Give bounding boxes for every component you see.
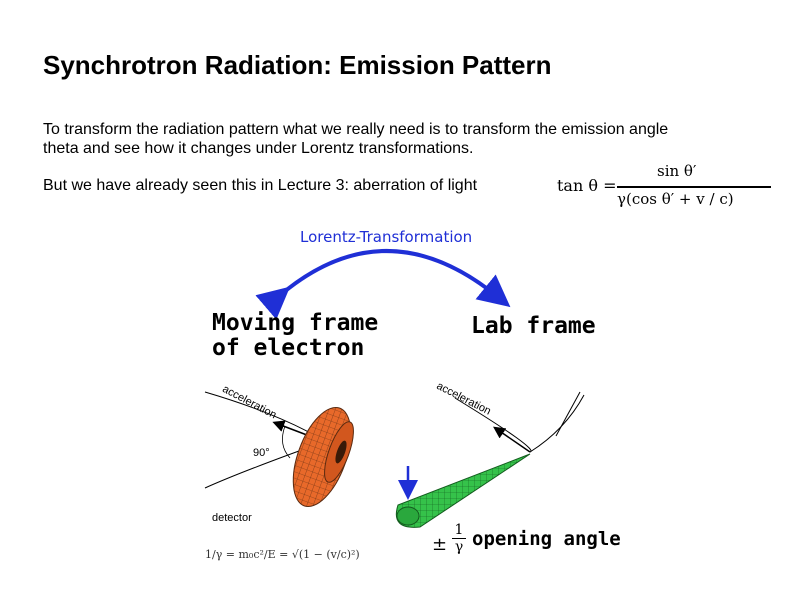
angle-label: 90°: [253, 447, 270, 459]
acceleration-label-right: acceleration: [434, 380, 493, 418]
lorentz-transformation-label: Lorentz-Transformation: [300, 228, 473, 246]
lab-frame-label: Lab frame: [471, 313, 596, 339]
lorentz-arc-arrow: [278, 251, 498, 297]
paragraph-1: To transform the radiation pattern what we really need is to transform the emission angle: [43, 121, 669, 138]
lab-frame-velocity-arrow: [498, 430, 530, 452]
slide-title: Synchrotron Radiation: Emission Pattern: [43, 50, 552, 80]
moving-frame-label-line1: Moving frame: [212, 310, 379, 336]
formula-lhs: tan θ =: [557, 176, 617, 195]
formula-denominator: γ(cos θ′ + v / c): [617, 190, 734, 208]
angle-arc: [282, 426, 290, 458]
paragraph-2: But we have already seen this in Lecture 3: aberration of light: [43, 177, 478, 194]
opening-angle-plus-minus: ±: [432, 534, 448, 555]
paragraph-1-continued: theta and see how it changes under Lorentz transformations.: [43, 140, 474, 157]
opening-angle-numerator: 1: [454, 522, 464, 538]
detector-label: detector: [212, 512, 252, 524]
opening-angle-denominator: γ: [452, 538, 466, 555]
gamma-formula: 1/γ = m₀c²/E = √(1 − (v/c)²): [205, 548, 360, 561]
acceleration-label-left: acceleration: [220, 383, 279, 422]
opening-angle-label: opening angle: [472, 528, 621, 550]
lab-frame-direction-line: [556, 392, 580, 436]
moving-frame-label: [212, 311, 378, 361]
doughnut-emission-pattern: [282, 400, 363, 514]
emission-cone: [396, 454, 530, 527]
moving-frame-label-line2: of electron: [212, 335, 365, 361]
formula-numerator: sin θ′: [657, 162, 697, 180]
opening-angle-fraction: [452, 522, 466, 555]
